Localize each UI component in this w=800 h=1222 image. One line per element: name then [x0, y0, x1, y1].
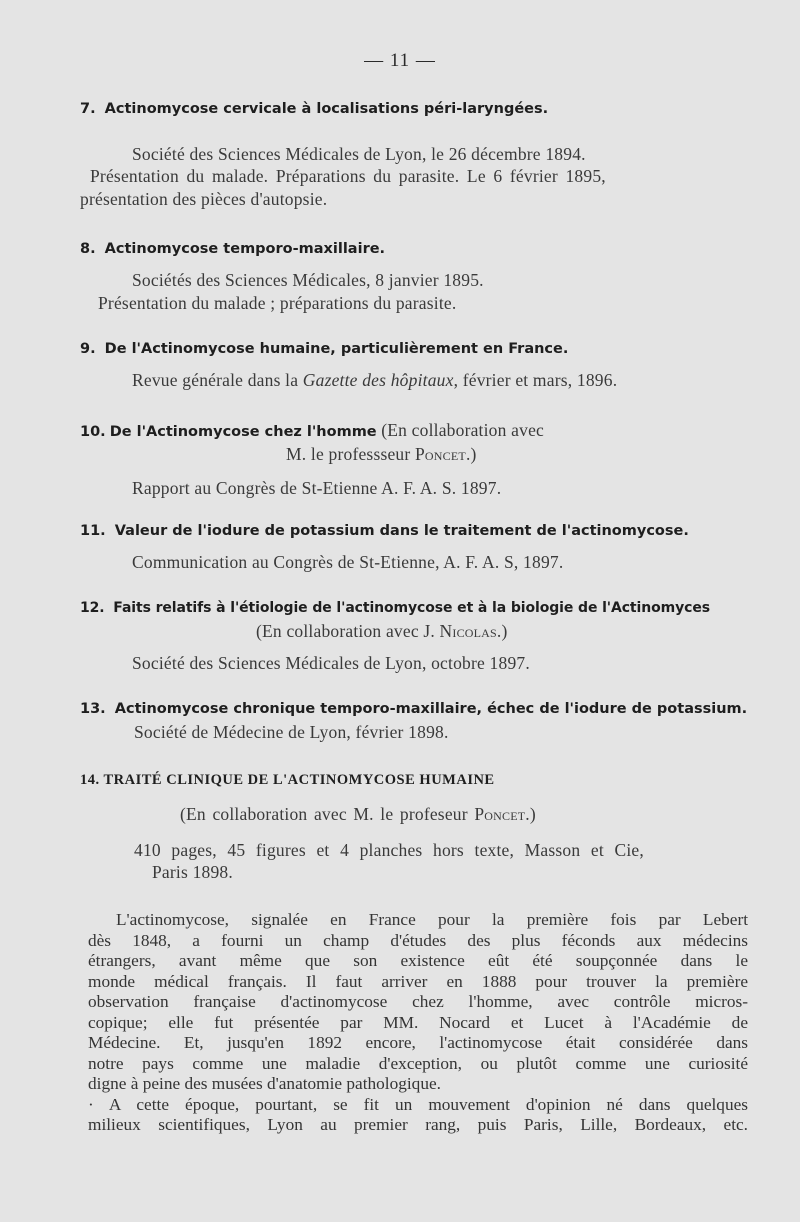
entry-line: présentation des pièces d'autopsie.	[80, 189, 328, 209]
entry-line: Présentation du malade. Préparations du parasite. Le 6 février 1895,	[90, 166, 606, 186]
paragraph-line: observation française d'actinomycose chez l'homme, avec contrôle micros-	[88, 992, 748, 1011]
entry-line: Présentation du malade ; préparations du parasite.	[98, 293, 457, 313]
entry-title-text: Actinomycose temporo-maxillaire.	[104, 241, 386, 257]
entry-number: 10.	[80, 424, 106, 440]
entry-collaboration	[256, 621, 508, 642]
entry-number: 8.	[80, 241, 96, 257]
page-number: — 11 —	[364, 50, 436, 71]
entry-title-tail: (En collaboration avec	[376, 420, 545, 440]
entry-line: Communication au Congrès de St-Etienne, A. F. A. S, 1897.	[132, 552, 564, 572]
collab-suffix: .)	[525, 804, 536, 824]
collab-prefix: (En collaboration avec J.	[256, 621, 440, 641]
paragraph-line: · A cette époque, pourtant, se fit un mouvement d'opinion né dans quelques	[88, 1094, 748, 1114]
entry-line: Société de Médecine de Lyon, février 1898.	[134, 722, 449, 742]
entry-title	[80, 600, 710, 616]
entry-title-text: Actinomycose chronique temporo-maxillaire, échec de l'iodure de potassium.	[114, 701, 748, 717]
collaborator-name: Poncet	[415, 444, 466, 464]
collab-prefix: (En collaboration avec M. le profeseur	[180, 804, 475, 824]
entry-number: 7.	[80, 101, 96, 117]
paragraph-line: notre pays comme une maladie d'exception, ou plutôt comme une curiosité	[88, 1053, 748, 1073]
entry-line: Société des Sciences Médicales de Lyon, le 26 décembre 1894.	[132, 144, 586, 164]
entry-line: Paris 1898.	[152, 862, 233, 882]
paragraph-line: milieux scientifiques, Lyon au premier rang, puis Paris, Lille, Bordeaux, etc.	[88, 1115, 748, 1134]
paragraph-line: dès 1848, a fourni un champ d'études des plus féconds aux médecins	[88, 930, 748, 950]
entry-title	[80, 701, 747, 717]
entry-line: 410 pages, 45 figures et 4 planches hors texte, Masson et Cie,	[134, 840, 644, 860]
journal-name: Gazette des hôpitaux	[302, 370, 454, 390]
entry-line: Société des Sciences Médicales de Lyon, octobre 1897.	[132, 653, 530, 673]
entry-title	[80, 772, 495, 789]
entry-title	[80, 101, 548, 117]
paragraph-line: digne à peine des musées d'anatomie pathologique.	[88, 1074, 441, 1093]
body-paragraph	[88, 910, 748, 1136]
paragraph-line: copique; elle fut présentée par MM. Nocard et Lucet à l'Académie de	[88, 1012, 748, 1032]
entry-line: Sociétés des Sciences Médicales, 8 janvier 1895.	[132, 270, 484, 290]
entry-title	[80, 341, 568, 357]
entry-title-text: De l'Actinomycose humaine, particulièrement en France.	[104, 341, 569, 357]
entry-title-text: TRAITÉ CLINIQUE DE L'ACTINOMYCOSE HUMAINE	[103, 772, 495, 788]
journal-prefix: Revue générale dans la	[132, 370, 303, 390]
entry-number: 11.	[80, 523, 106, 539]
paragraph-line: Médecine. Et, jusqu'en 1892 encore, l'actinomycose était considérée dans	[88, 1033, 748, 1052]
collab-prefix: M. le professseur	[286, 444, 415, 464]
entry-line: Rapport au Congrès de St-Etienne A. F. A. S. 1897.	[132, 478, 502, 498]
collab-suffix: .)	[465, 444, 477, 464]
entry-number: 12.	[80, 600, 105, 616]
entry-title-text: De l'Actinomycose chez l'homme	[109, 424, 377, 440]
collaborator-name: Poncet	[474, 804, 526, 824]
entry-number: 13.	[80, 701, 106, 717]
entry-collaboration	[180, 804, 536, 825]
entry-title-text: Actinomycose cervicale à localisations péri-laryngées.	[104, 101, 549, 117]
paragraph-line: monde médical français. Il faut arriver en 1888 pour trouver la première	[88, 971, 748, 991]
entry-title-text: Valeur de l'iodure de potassium dans le traitement de l'actinomycose.	[114, 523, 689, 539]
paragraph-line: L'actinomycose, signalée en France pour la première fois par Lebert	[116, 910, 748, 929]
entry-line	[286, 444, 477, 465]
entry-title	[80, 523, 689, 539]
paragraph-line: étrangers, avant même que son existence eût été soupçonnée dans le	[88, 951, 748, 970]
entry-title	[80, 420, 544, 441]
entry-line	[132, 370, 617, 391]
entry-number: 9.	[80, 341, 96, 357]
entry-number: 14.	[80, 772, 100, 788]
journal-date: , février et mars, 1896.	[453, 370, 618, 390]
collaborator-name: Nicolas	[439, 621, 497, 641]
collab-suffix: .)	[496, 621, 508, 641]
entry-title	[80, 241, 385, 257]
entry-title-text: Faits relatifs à l'étiologie de l'actinomycose et à la biologie de l'Actinomyces	[113, 600, 710, 616]
